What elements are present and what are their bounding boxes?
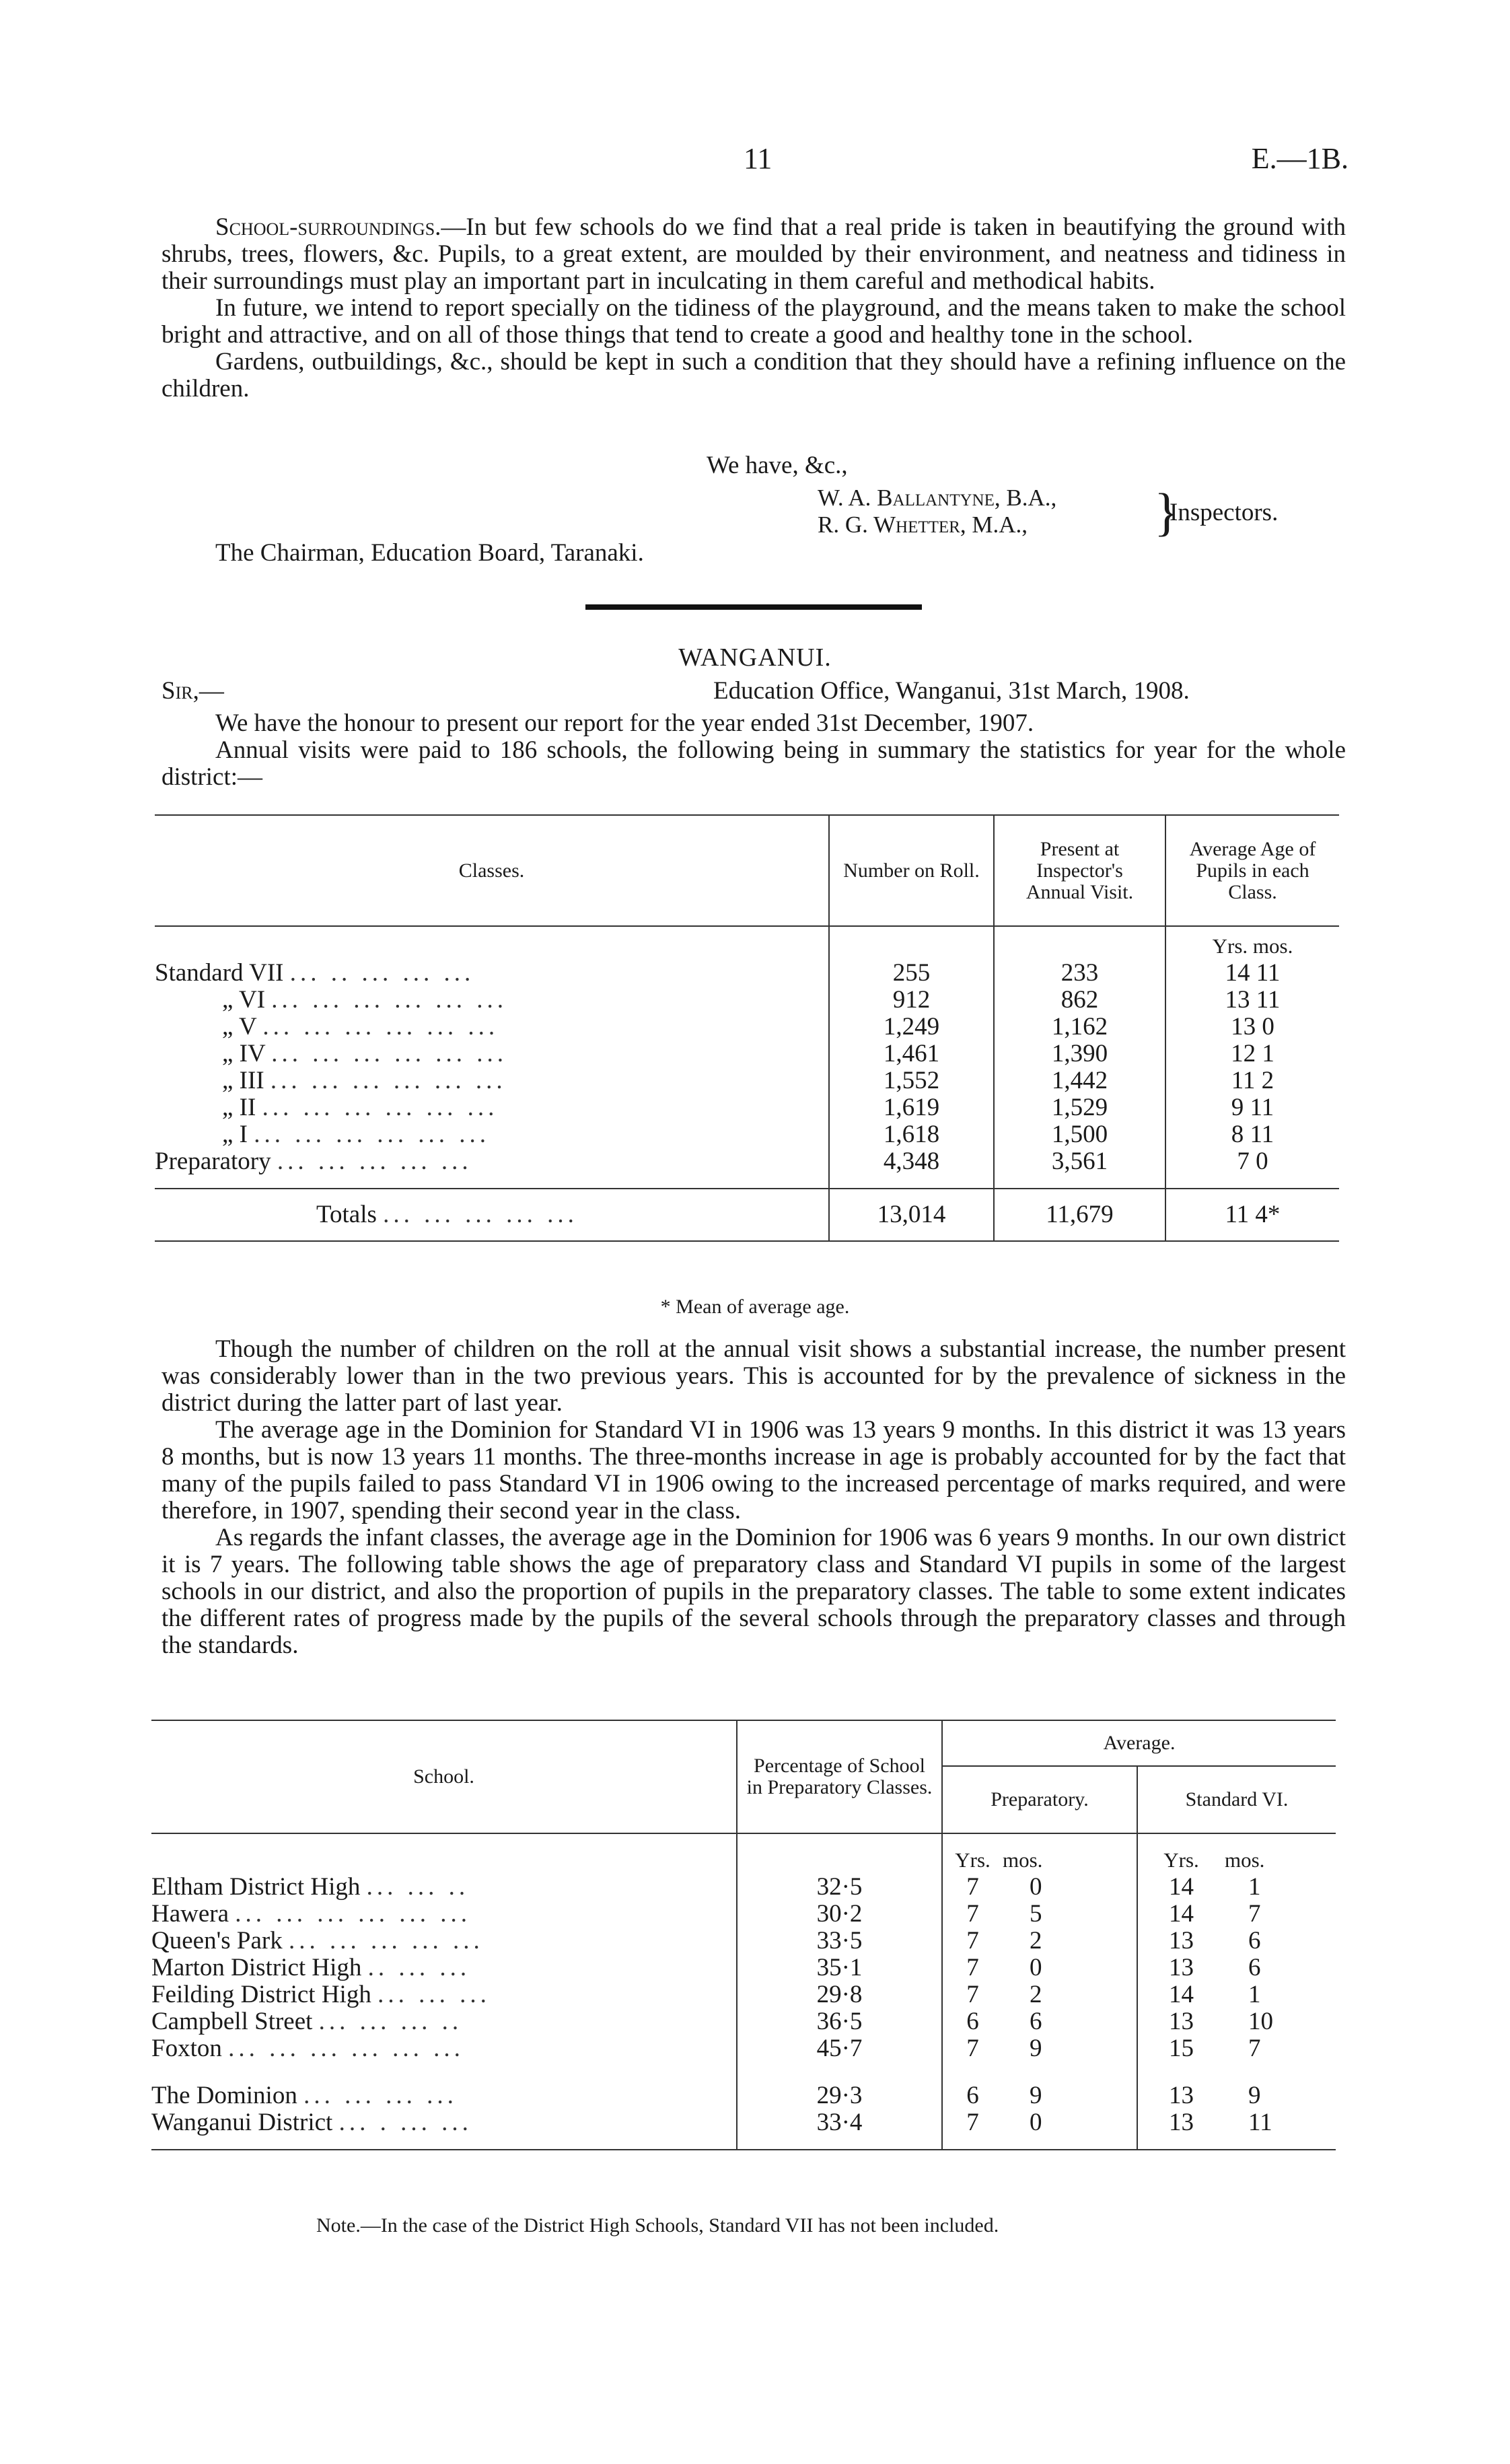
roll-value: 255 (829, 960, 994, 987)
leader-dots-icon: ... ... ... ... ... ... (262, 1013, 499, 1041)
totals-roll: 13,014 (829, 1189, 994, 1241)
prep-years: 6 (966, 2008, 979, 2035)
row-label (151, 2008, 737, 2035)
summary-row (151, 2109, 1336, 2150)
table-row (151, 1901, 1336, 1928)
std-years: 13 (1169, 2008, 1194, 2035)
roll-value: 1,619 (829, 1094, 994, 1121)
empty-cell (155, 926, 829, 960)
leader-dots-icon: ... ... .. (366, 1873, 470, 1901)
row-label (155, 960, 829, 987)
wanganui-intro-text (161, 710, 1346, 791)
age-value: 14 11 (1225, 959, 1281, 987)
table-header-row (155, 815, 1339, 926)
taranaki-report-text (161, 214, 1346, 402)
present-value: 1,162 (994, 1014, 1165, 1041)
prep-years: 7 (966, 2109, 979, 2136)
prep-months: 9 (1003, 2035, 1137, 2069)
prep-months: 2 (1003, 1981, 1137, 2008)
paragraph-future-reports: In future, we intend to report specially on the tidiness of the playground, and the means taken to make the school bright and attractive, and on all of those things that tend to create a good and healthy tone in the school. (161, 294, 1346, 349)
totals-age: 11 4* (1225, 1201, 1281, 1228)
leader-dots-icon: ... ... ... ... ... ... (271, 1040, 508, 1067)
paragraph-gardens: Gardens, outbuildings, &c., should be kept in such a condition that they should have a refining influence on the children. (161, 348, 1346, 402)
std-months: 9 (1248, 2082, 1261, 2109)
percentage-value: 33·5 (737, 1928, 942, 1955)
header-percentage: Percentage of School in Preparatory Classes. (737, 1720, 942, 1833)
row-label (155, 1014, 829, 1041)
paragraph-infant-classes: As regards the infant classes, the average age in the Dominion for 1906 was 6 years 9 months. In our own district it is 7 years. The following table shows the age of preparatory class and Standard VI pupils in some of the largest schools in our district, and also the proportion of pupils in the preparatory classes. The table to some extent indicates the different rates of progress made by the pupils of the several schools through the preparatory classes and through the standards. (161, 1524, 1346, 1659)
paragraph-body: —In but few schools do we find that a real pride is taken in beautifying the ground with shrubs, trees, flowers, &c. Pupils, to a great extent, are moulded by their environment, and neatness and tidiness in their surroundings must play an important part in inculcating in them careful and methodical habits. (161, 213, 1346, 295)
school-name: Campbell Street (151, 2008, 313, 2035)
leader-dots-icon: ... ... ... ... ... ... (235, 1900, 472, 1928)
roll-value: 1,618 (829, 1121, 994, 1148)
table-row (155, 1067, 1339, 1094)
table-row (151, 1955, 1336, 1981)
prep-months: 9 (1003, 2069, 1137, 2109)
leader-dots-icon: ... ... ... ... ... ... (228, 2035, 464, 2062)
leader-dots-icon: ... ... ... ... ... ... (270, 1067, 507, 1094)
percentage-value: 30·2 (737, 1901, 942, 1928)
school-name: Queen's Park (151, 1927, 283, 1955)
table-row (155, 1094, 1339, 1121)
age-value: 8 11 (1231, 1121, 1274, 1148)
row-label (155, 1148, 829, 1189)
header-average: Average. (942, 1720, 1336, 1766)
age-units-label: Yrs. mos. (1212, 934, 1293, 958)
std-years: 13 (1169, 1927, 1194, 1955)
std-years: 13 (1169, 2082, 1194, 2109)
page-header (0, 141, 1510, 182)
age-value: 11 2 (1231, 1067, 1274, 1094)
std-months: 1 (1248, 1981, 1261, 2008)
prep-years: 7 (966, 1981, 979, 2008)
class-name: „ V (222, 1013, 257, 1041)
std-months: 6 (1248, 1927, 1261, 1955)
std-months: 11 (1248, 2109, 1272, 2136)
class-name: „ I (222, 1121, 248, 1148)
addressee: The Chairman, Education Board, Taranaki. (215, 539, 644, 567)
table-row (151, 2035, 1336, 2069)
row-label (151, 2069, 737, 2109)
age-value: 12 1 (1231, 1040, 1274, 1067)
row-label (151, 2109, 737, 2150)
percentage-value: 36·5 (737, 2008, 942, 2035)
std-years-unit: Yrs. (1163, 1848, 1199, 1872)
class-name: Standard VII (155, 959, 284, 987)
table-header-row (151, 1720, 1336, 1766)
std-months: 6 (1248, 1954, 1261, 1981)
office-date-line: Education Office, Wanganui, 31st March, 1908. (713, 677, 1190, 705)
leader-dots-icon: ... ... ... ... ... ... (262, 1094, 499, 1121)
prep-years: 7 (966, 1954, 979, 1981)
age-value: 7 0 (1237, 1148, 1268, 1175)
class-name: „ IV (222, 1040, 266, 1067)
table-row (155, 987, 1339, 1014)
wanganui-discussion-text (161, 1336, 1346, 1659)
totals-label-cell (155, 1189, 829, 1241)
row-label (151, 1981, 737, 2008)
roll-value: 1,461 (829, 1041, 994, 1067)
row-label (151, 1901, 737, 1928)
section-divider (585, 604, 922, 610)
roll-value: 1,552 (829, 1067, 994, 1094)
class-name: Preparatory (155, 1148, 271, 1175)
present-value: 1,442 (994, 1067, 1165, 1094)
table-row (151, 1928, 1336, 1955)
row-label (151, 1955, 737, 1981)
totals-row (155, 1189, 1339, 1241)
table-row (151, 1874, 1336, 1901)
leader-dots-icon: ... . ... ... (338, 2109, 472, 2136)
prep-months-unit: mos. (1003, 1833, 1137, 1874)
present-value: 862 (994, 987, 1165, 1014)
class-statistics-table (155, 814, 1339, 1242)
summary-row (151, 2069, 1336, 2109)
signature-brace-icon: } (1154, 483, 1180, 541)
table-row (151, 1981, 1336, 2008)
leader-dots-icon: .. ... ... (367, 1954, 471, 1981)
table-row (155, 1148, 1339, 1189)
leader-dots-icon: ... ... ... .. (318, 2008, 463, 2035)
std-months: 7 (1248, 2035, 1261, 2062)
prep-years: 7 (966, 1927, 979, 1955)
school-name: Eltham District High (151, 1873, 361, 1901)
empty-cell (737, 1833, 942, 1874)
percentage-value: 35·1 (737, 1955, 942, 1981)
class-name: „ III (222, 1067, 264, 1094)
signatory-ballantyne: W. A. Ballantyne, B.A., (818, 485, 1057, 511)
table2-note: Note.—In the case of the District High Schools, Standard VII has not been included. (316, 2214, 999, 2237)
paragraph-roll-increase: Though the number of children on the roll at the annual visit shows a substantial increase, the number present was considerably lower than in the two previous years. This is accounted for by the prevalence of sickness in the district during the latter part of last year. (161, 1335, 1346, 1417)
header-preparatory: Preparatory. (942, 1766, 1137, 1833)
table-row (155, 1041, 1339, 1067)
roll-value: 1,249 (829, 1014, 994, 1041)
prep-months: 5 (1003, 1901, 1137, 1928)
header-average-age: Average Age of Pupils in each Class. (1189, 837, 1316, 903)
prep-months: 6 (1003, 2008, 1137, 2035)
totals-present: 11,679 (994, 1189, 1165, 1241)
percentage-value: 29·8 (737, 1981, 942, 2008)
leader-dots-icon: ... ... ... (378, 1981, 491, 2008)
class-name: „ II (222, 1094, 256, 1121)
class-name: „ VI (222, 986, 266, 1014)
signatory-whetter: R. G. Whetter, M.A., (818, 512, 1028, 538)
present-value: 1,500 (994, 1121, 1165, 1148)
letter-closing: We have, &c., (707, 452, 848, 479)
leader-dots-icon: ... ... ... ... ... ... (271, 986, 508, 1014)
leader-dots-icon: ... ... ... ... ... (383, 1201, 578, 1228)
prep-years: 6 (966, 2082, 979, 2109)
prep-months: 2 (1003, 1928, 1137, 1955)
percentage-value: 45·7 (737, 2035, 942, 2069)
school-comparison-table (151, 1720, 1336, 2150)
present-value: 3,561 (994, 1148, 1165, 1189)
percentage-value: 29·3 (737, 2069, 942, 2109)
std-years: 13 (1169, 2109, 1194, 2136)
units-row (155, 926, 1339, 960)
header-classes: Classes. (155, 815, 829, 926)
row-label (155, 1121, 829, 1148)
totals-label: Totals (316, 1201, 377, 1228)
roll-value: 912 (829, 987, 994, 1014)
row-label (151, 2035, 737, 2069)
present-value: 233 (994, 960, 1165, 987)
age-value: 13 11 (1225, 986, 1281, 1014)
header-school: School. (151, 1720, 737, 1833)
row-label (151, 1928, 737, 1955)
signature-block (818, 485, 1056, 538)
std-years: 14 (1169, 1981, 1194, 2008)
prep-months: 0 (1003, 1874, 1137, 1901)
signatory-role: Inspectors. (1170, 499, 1279, 526)
intro-paragraph-1: We have the honour to present our report for the year ended 31st December, 1907. (215, 709, 1034, 737)
school-name: Foxton (151, 2035, 222, 2062)
std-years: 13 (1169, 1954, 1194, 1981)
units-row (151, 1833, 1336, 1874)
present-value: 1,390 (994, 1041, 1165, 1067)
prep-years: 7 (966, 1873, 979, 1901)
leader-dots-icon: ... ... ... ... ... ... (254, 1121, 490, 1148)
salutation: Sir,— (161, 677, 224, 705)
paragraph-heading: School-surroundings. (215, 213, 441, 241)
header-number-on-roll: Number on Roll. (829, 815, 994, 926)
header-present-at-visit: Present at Inspector's Annual Visit. (994, 815, 1165, 926)
leader-dots-icon: ... ... ... ... ... (277, 1148, 472, 1175)
prep-months: 0 (1003, 2109, 1137, 2150)
present-value: 1,529 (994, 1094, 1165, 1121)
school-name: Marton District High (151, 1954, 362, 1981)
school-name: The Dominion (151, 2082, 297, 2109)
std-months: 10 (1248, 2008, 1273, 2035)
age-value: 9 11 (1231, 1094, 1274, 1121)
paragraph-school-surroundings (161, 214, 1346, 295)
page-reference: E.—1B. (1251, 142, 1349, 175)
std-months-unit: mos. (1225, 1848, 1265, 1872)
percentage-value: 32·5 (737, 1874, 942, 1901)
prep-years-unit: Yrs. (955, 1848, 991, 1872)
section-heading: WANGANUI. (678, 643, 832, 672)
std-years: 14 (1169, 1873, 1194, 1901)
paragraph-standard-vi-age: The average age in the Dominion for Standard VI in 1906 was 13 years 9 months. In this district it was 13 years 8 months, but is now 13 years 11 months. The three-months increase in age is probably accounted for by the fact that many of the pupils failed to pass Standard VI in 1906 owing to the increased percentage of marks required, and were therefore, in 1907, spending their second year in the class. (161, 1416, 1346, 1524)
std-months: 1 (1248, 1873, 1261, 1901)
table-row (155, 1121, 1339, 1148)
header-standard-vi: Standard VI. (1185, 1788, 1289, 1810)
table-row (155, 960, 1339, 987)
table1-footnote: * Mean of average age. (660, 1296, 850, 1318)
leader-dots-icon: ... ... ... ... ... (288, 1927, 484, 1955)
intro-paragraph-2: Annual visits were paid to 186 schools, the following being in summary the statistics for year for the whole district:— (161, 736, 1346, 791)
prep-years: 7 (966, 2035, 979, 2062)
roll-value: 4,348 (829, 1148, 994, 1189)
row-label (155, 1094, 829, 1121)
empty-cell (829, 926, 994, 960)
leader-dots-icon: ... ... ... ... (303, 2082, 458, 2109)
empty-cell (994, 926, 1165, 960)
leader-dots-icon: ... .. ... ... ... (289, 959, 475, 987)
std-years: 15 (1169, 2035, 1194, 2062)
school-name: Feilding District High (151, 1981, 371, 2008)
empty-cell (151, 1833, 737, 1874)
std-years: 14 (1169, 1900, 1194, 1928)
percentage-value: 33·4 (737, 2109, 942, 2150)
prep-years: 7 (966, 1900, 979, 1928)
prep-months: 0 (1003, 1955, 1137, 1981)
row-label (155, 1041, 829, 1067)
age-value: 13 0 (1231, 1013, 1274, 1041)
school-name: Wanganui District (151, 2109, 333, 2136)
row-label (151, 1874, 737, 1901)
table-row (155, 1014, 1339, 1041)
row-label (155, 987, 829, 1014)
school-name: Hawera (151, 1900, 229, 1928)
row-label (155, 1067, 829, 1094)
std-months: 7 (1248, 1900, 1261, 1928)
table-row (151, 2008, 1336, 2035)
page-number: 11 (744, 142, 772, 175)
